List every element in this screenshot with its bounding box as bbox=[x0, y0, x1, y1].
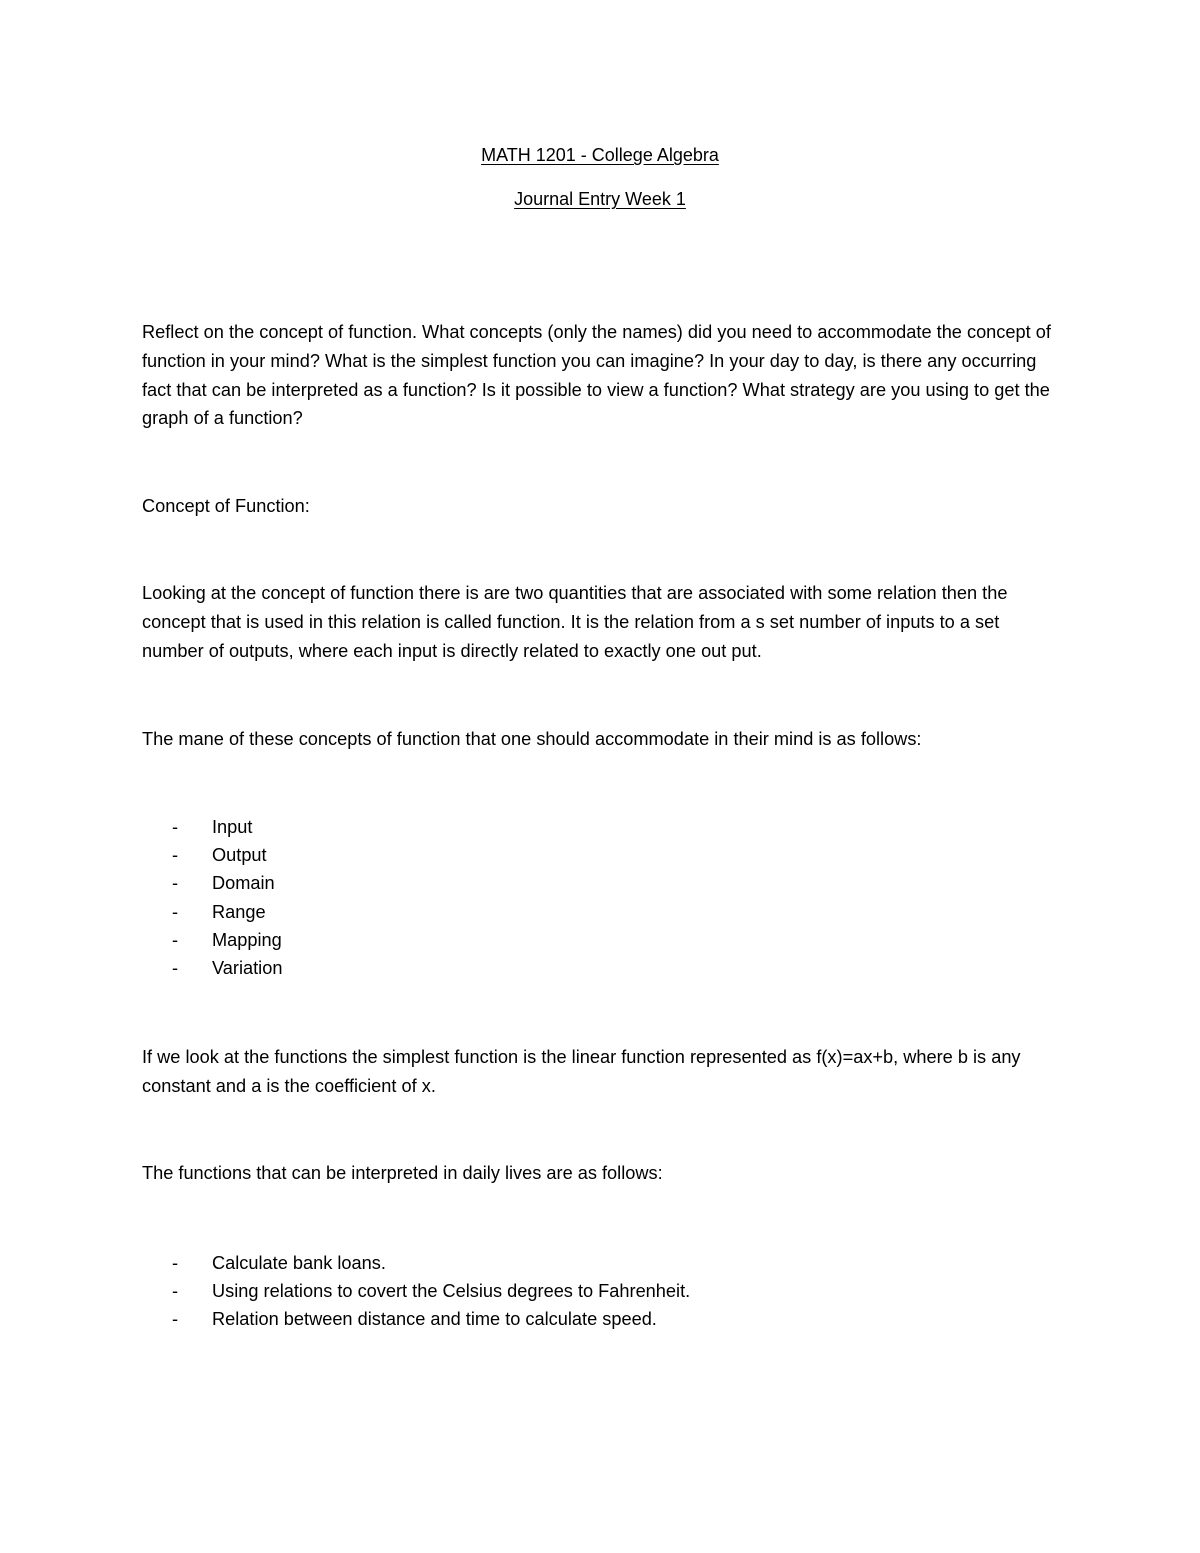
list-item-text: Relation between distance and time to calculate speed. bbox=[212, 1309, 657, 1330]
list-bullet: - bbox=[172, 1281, 179, 1302]
list-item bbox=[172, 954, 282, 982]
list-item-text: Calculate bank loans. bbox=[212, 1253, 386, 1273]
list-bullet: - bbox=[172, 901, 179, 922]
daily-examples-list bbox=[172, 1249, 690, 1334]
names-intro-paragraph: The mane of these concepts of function that one should accommodate in their mind is as follows: bbox=[142, 729, 922, 749]
prompt-paragraph: Reflect on the concept of function. What concepts (only the names) did you need to accommodate the concept of function in your mind? What is the simplest function you can imagine? In your day to day, is there any occurring fact that can be interpreted as a function? Is it possible to view a function? What strategy are you using to get the graph of a function? bbox=[142, 322, 1051, 429]
list-bullet: - bbox=[172, 1253, 179, 1273]
list-bullet: - bbox=[172, 845, 179, 866]
list-item bbox=[172, 869, 282, 897]
list-bullet: - bbox=[172, 958, 179, 979]
daily-intro-paragraph: The functions that can be interpreted in daily lives are as follows: bbox=[142, 1163, 663, 1183]
list-item-text: Mapping bbox=[212, 929, 282, 950]
list-item bbox=[172, 813, 282, 841]
list-item bbox=[172, 1305, 690, 1333]
list-item bbox=[172, 1277, 690, 1305]
list-item bbox=[172, 1249, 690, 1277]
concept-paragraph: Looking at the concept of function there is are two quantities that are associated with some relation then the concept that is used in this relation is called function. It is the relation from a s set number of inputs to a set number of outputs, where each input is directly related to exactly one out put. bbox=[142, 583, 1008, 661]
list-item-text: Domain bbox=[212, 873, 275, 894]
list-item bbox=[172, 926, 282, 954]
list-item-text: Output bbox=[212, 845, 267, 866]
concept-names-list bbox=[172, 813, 282, 982]
list-item-text: Input bbox=[212, 817, 253, 837]
simplest-function-paragraph: If we look at the functions the simplest function is the linear function represented as f(x)=ax+b, where b is any constant and a is the coefficient of x. bbox=[142, 1047, 1021, 1096]
list-item-text: Variation bbox=[212, 958, 283, 979]
list-item bbox=[172, 898, 282, 926]
list-bullet: - bbox=[172, 929, 179, 950]
list-bullet: - bbox=[172, 1309, 179, 1330]
list-item-text: Range bbox=[212, 901, 266, 922]
list-item bbox=[172, 841, 282, 869]
section-heading: Concept of Function: bbox=[142, 496, 310, 516]
entry-title: Journal Entry Week 1 bbox=[514, 189, 686, 209]
list-bullet: - bbox=[172, 873, 179, 894]
course-title: MATH 1201 - College Algebra bbox=[481, 145, 719, 165]
list-bullet: - bbox=[172, 817, 179, 837]
list-item-text: Using relations to covert the Celsius degrees to Fahrenheit. bbox=[212, 1281, 691, 1302]
